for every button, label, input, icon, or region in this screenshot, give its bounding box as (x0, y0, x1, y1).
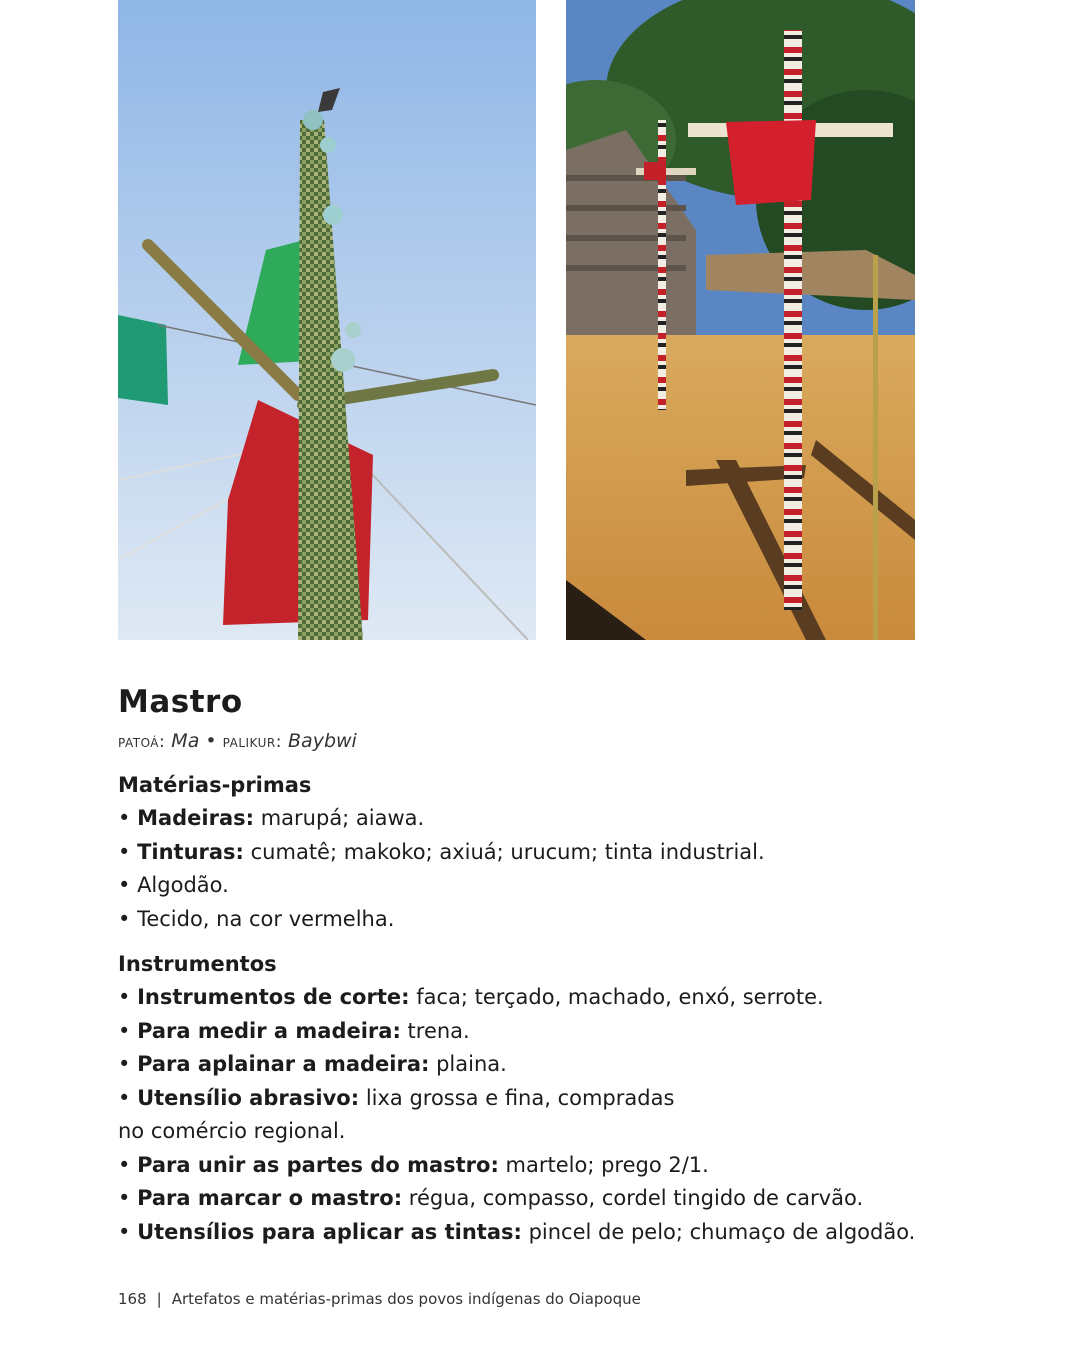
item-text: no comércio regional. (118, 1119, 346, 1143)
item-text: Tecido, na cor vermelha. (137, 906, 395, 931)
bullet: • (118, 1085, 138, 1110)
materias-primas-section (118, 768, 978, 936)
bullet: • (118, 1186, 138, 1210)
materias-primas-list (118, 802, 978, 936)
palikur-value: Baybwi (288, 730, 357, 752)
list-item (118, 1216, 978, 1250)
bullet: • (118, 873, 138, 897)
item-label: Utensílio abrasivo: (137, 1085, 360, 1110)
list-item (118, 1182, 978, 1216)
patoa-value: Ma (171, 730, 200, 752)
item-text: faca; terçado, machado, enxó, serrote. (416, 985, 824, 1009)
item-text: plaina. (436, 1052, 507, 1076)
bullet: • (118, 806, 138, 830)
patoa-label: patoá: (118, 732, 166, 752)
palikur-label: palikur: (222, 732, 282, 752)
materias-primas-heading: Matérias-primas (118, 773, 312, 797)
bullet: • (118, 906, 138, 931)
page-footer (118, 1290, 641, 1308)
item-label: Tinturas: (137, 839, 244, 864)
list-item (118, 1015, 978, 1049)
bullet: • (118, 1052, 138, 1076)
item-label: Utensílios para aplicar as tintas: (137, 1219, 522, 1244)
item-text: marupá; aiawa. (260, 806, 425, 830)
item-text: trena. (407, 1018, 470, 1043)
item-text: Algodão. (137, 873, 229, 897)
item-text: martelo; prego 2/1. (505, 1152, 709, 1177)
list-item (118, 836, 978, 870)
item-label: Para aplainar a madeira: (137, 1052, 430, 1076)
item-text: régua, compasso, cordel tingido de carvão. (408, 1186, 864, 1210)
item-text: cumatê; makoko; axiuá; urucum; tinta industrial. (250, 839, 765, 864)
indigenous-names (118, 730, 357, 752)
entry-title: Mastro (118, 684, 243, 720)
item-text: pincel de pelo; chumaço de algodão. (528, 1219, 916, 1244)
instrumentos-list (118, 981, 978, 1249)
list-item (118, 1115, 978, 1149)
instrumentos-section (118, 947, 978, 1249)
instrumentos-heading: Instrumentos (118, 952, 277, 976)
photo-mastro-village (566, 0, 915, 640)
page-number: 168 (118, 1290, 147, 1308)
list-item (118, 1149, 978, 1183)
photo-mastro-sky (118, 0, 536, 640)
item-label: Madeiras: (137, 806, 255, 830)
bullet: • (118, 839, 138, 864)
bullet: • (118, 1018, 138, 1043)
footer-divider: | (156, 1290, 162, 1308)
bullet: • (118, 1219, 138, 1244)
item-label: Para marcar o mastro: (137, 1186, 403, 1210)
bullet: • (118, 985, 138, 1009)
item-text: lixa grossa e fina, compradas (365, 1085, 675, 1110)
list-item (118, 869, 978, 903)
book-title: Artefatos e matérias-primas dos povos indígenas do Oiapoque (171, 1290, 641, 1308)
item-label: Instrumentos de corte: (137, 985, 410, 1009)
item-label: Para medir a madeira: (137, 1018, 401, 1043)
list-item (118, 903, 978, 937)
bullet: • (118, 1152, 138, 1177)
list-item (118, 802, 978, 836)
list-item (118, 1048, 978, 1082)
list-item (118, 981, 978, 1015)
list-item (118, 1082, 978, 1116)
item-label: Para unir as partes do mastro: (137, 1152, 499, 1177)
names-separator: • (205, 730, 217, 752)
